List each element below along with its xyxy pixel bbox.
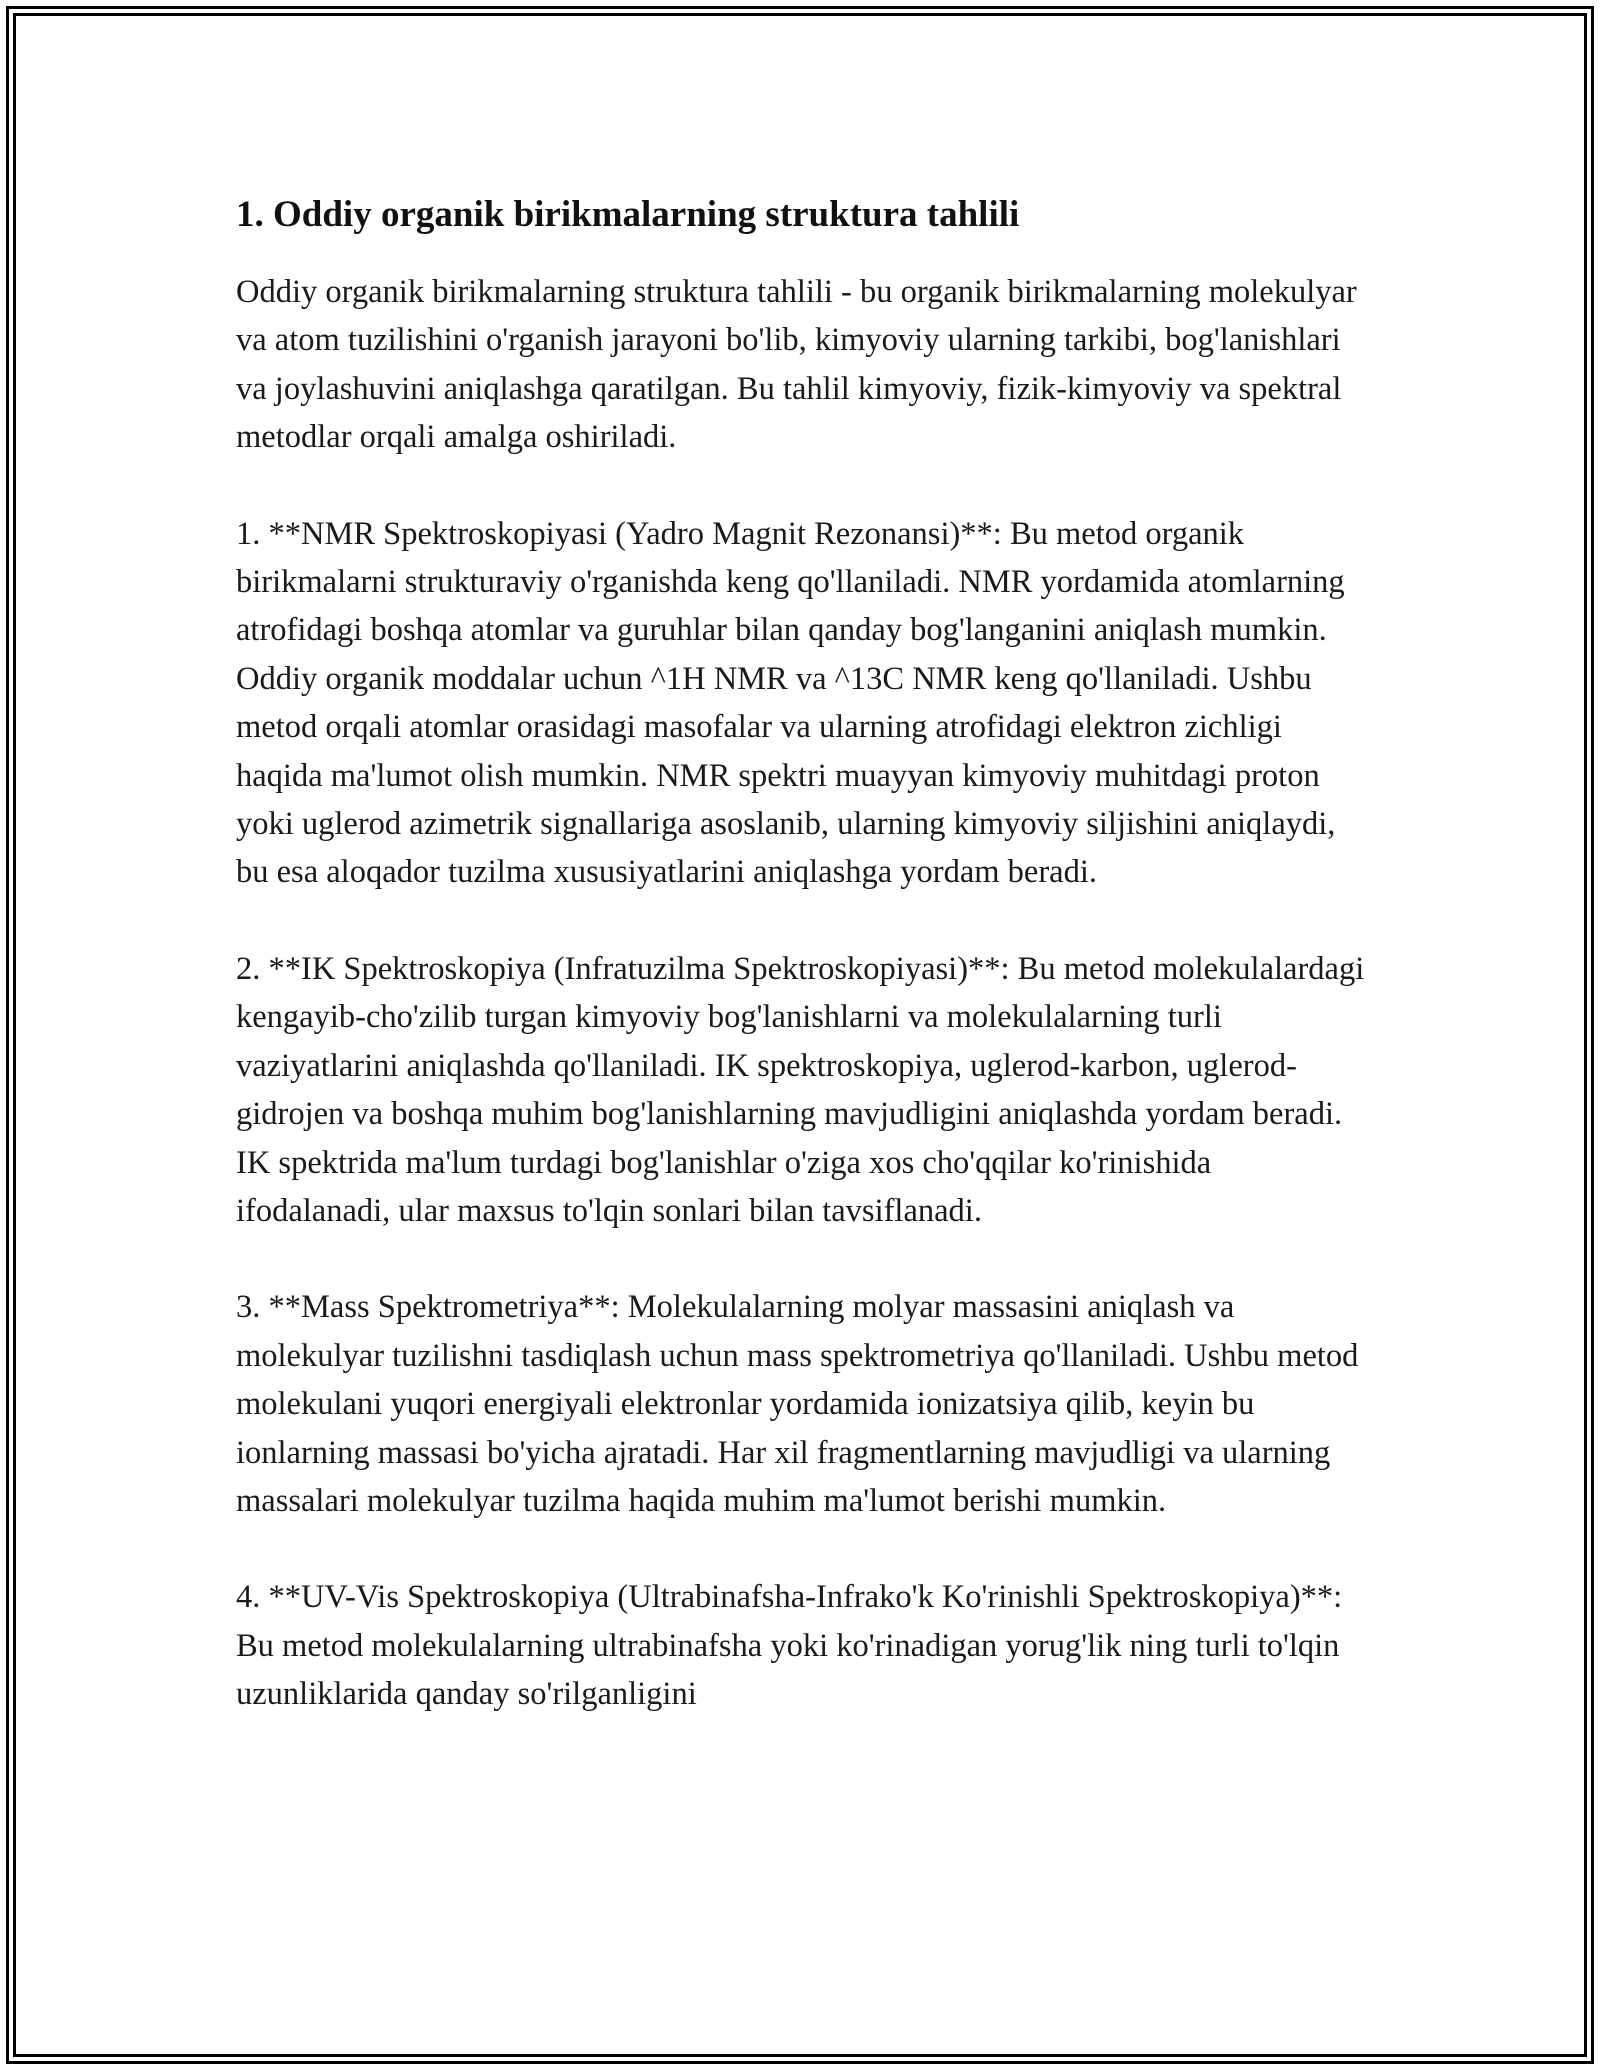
uv-vis-paragraph: 4. **UV-Vis Spektroskopiya (Ultrabinafsha-Infrako'k Ko'rinishli Spektroskopiya)**: Bu metod molekulalarning ultrabinafsha yoki ko'rinadigan yorug'lik ning turli to'lqin uzunliklarida qanday so'rilganligini [236,1579,1343,1713]
nmr-paragraph: 1. **NMR Spektroskopiyasi (Yadro Magnit Rezonansi)**: Bu metod organik birikmalarni strukturaviy o'rganishda keng qo'llaniladi. NMR yordamida atomlarning atrofidagi boshqa atomlar va guruhlar bilan qanday bog'langanini aniqlash mumkin. Oddiy organik moddalar uchun ^1H NMR va ^13C NMR keng qo'llaniladi. Ushbu metod orqali atomlar orasidagi masofalar va ularning atrofidagi elektron zichligi haqida ma'lumot olish mumkin. NMR spektri muayyan kimyoviy muhitdagi proton yoki uglerod azimetrik signallariga asoslanib, ularning kimyoviy siljishini aniqlaydi, bu esa aloqador tuzilma xususiyatlarini aniqlashga yordam beradi. [236,515,1345,891]
ik-paragraph: 2. **IK Spektroskopiya (Infratuzilma Spektroskopiyasi)**: Bu metod molekulalardagi kengayib-cho'zilib turgan kimyoviy bog'lanishlarni va molekulalarning turli vaziyatlarini aniqlashda qo'llaniladi. IK spektroskopiya, uglerod-karbon, uglerod-gidrojen va boshqa muhim bog'lanishlarning mavjudligini aniqlashda yordam beradi. IK spektrida ma'lum turdagi bog'lanishlar o'ziga xos cho'qqilar ko'rinishida ifodalanadi, ular maxsus to'lqin sonlari bilan tavsiflanadi. [236,950,1365,1229]
mass-spectrometry-paragraph: 3. **Mass Spektrometriya**: Molekulalarning molyar massasini aniqlash va molekulyar tuzilishni tasdiqlash uchun mass spektrometriya qo'llaniladi. Ushbu metod molekulani yuqori energiyali elektronlar yordamida ionizatsiya qilib, keyin bu ionlarning massasi bo'yicha ajratadi. Har xil fragmentlarning mavjudligi va ularning massalari molekulyar tuzilma haqida muhim ma'lumot berishi mumkin. [236,1289,1359,1519]
document-title: 1. Oddiy organik birikmalarning struktura tahlili [236,194,1020,235]
document-body [236,188,1366,1767]
intro-paragraph: Oddiy organik birikmalarning struktura tahlili - bu organik birikmalarning molekulyar va atom tuzilishini o'rganish jarayoni bo'lib, kimyoviy ularning tarkibi, bog'lanishlari va joylashuvini aniqlashga qaratilgan. Bu tahlil kimyoviy, fizik-kimyoviy va spektral metodlar orqali amalga oshiriladi. [236,274,1357,456]
